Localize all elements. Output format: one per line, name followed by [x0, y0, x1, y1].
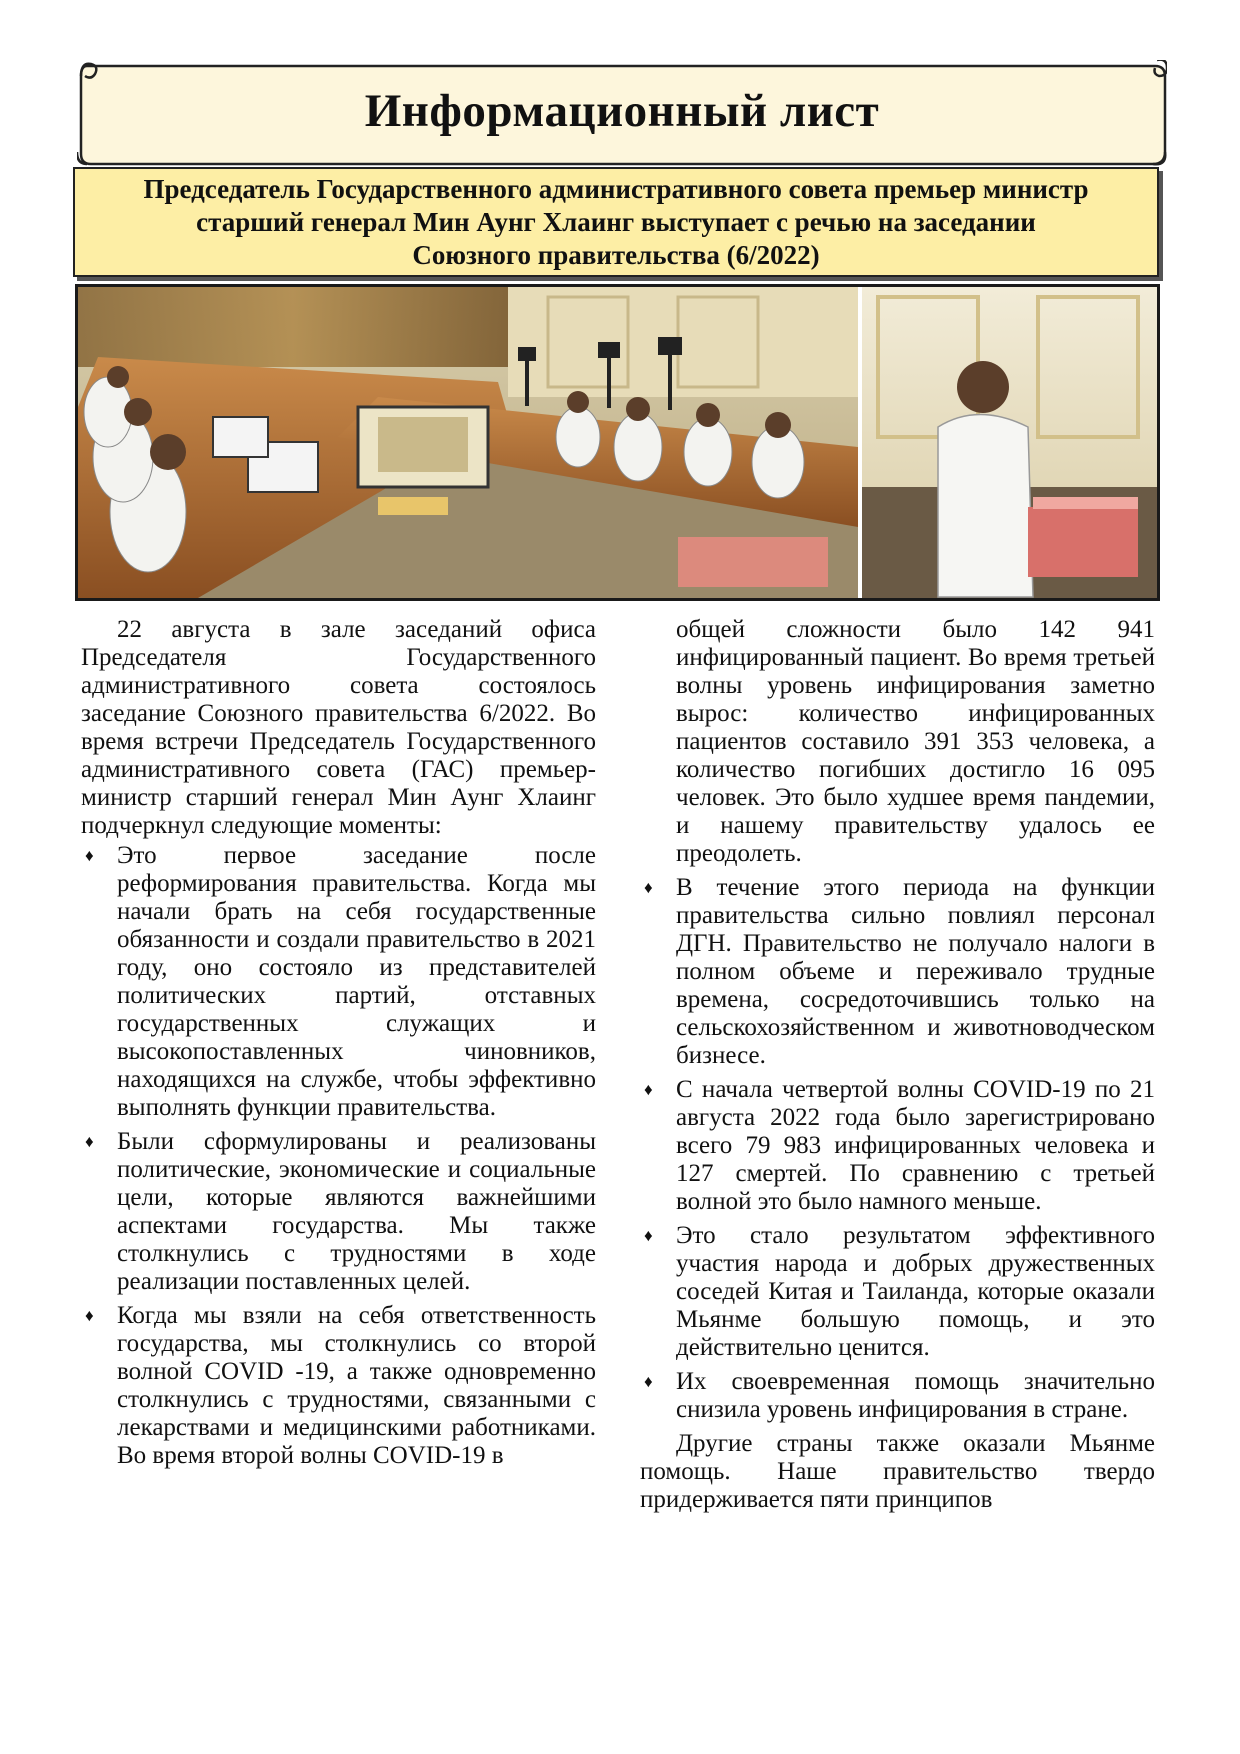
list-item	[81, 842, 596, 1122]
list-item	[640, 874, 1155, 1070]
intro-paragraph: 22 августа в зале заседаний офиса Председателя Государственного административного совета состоялось заседание Союзного правительства 6/2022. Во время встречи Председатель Государственного административного совета (ГАС) премьер-министр старший генерал Мин Аунг Хлаинг подчеркнул следующие моменты:	[81, 616, 596, 839]
list-item-text: Когда мы взяли на себя ответственность государства, мы столкнулись со второй волной COVID -19, а также одновременно столкнулись с трудностями, связанными с лекарствами и медицинскими работниками. Во время второй волны COVID-19 в	[117, 1302, 596, 1469]
diamond-bullet-icon: ♦	[85, 1306, 94, 1325]
list-item-text: С начала четвертой волны COVID-19 по 21 августа 2022 года было зарегистрировано всего 79 983 инфицированных человека и 127 смертей. По сравнению с третьей волной это было намного меньше.	[676, 1076, 1155, 1215]
list-item-text: Это стало результатом эффективного участия народа и добрых дружественных соседей Китая и Таиланда, которые оказали Мьянме большую помощь, и это действительно ценится.	[676, 1222, 1155, 1361]
list-item-continuation	[640, 616, 1155, 868]
diamond-bullet-icon: ♦	[644, 1080, 653, 1099]
closing-paragraph: Другие страны также оказали Мьянме помощь. Наше правительство твердо придерживается пяти принципов	[640, 1430, 1155, 1513]
meeting-photo-icon	[78, 287, 1157, 598]
list-item	[640, 1222, 1155, 1362]
diamond-bullet-icon: ♦	[85, 846, 94, 865]
list-item-text: Были сформулированы и реализованы политические, экономические и социальные цели, которые являются важнейшими аспектами государства. Мы также столкнулись с трудностями в ходе реализации поставленных целей.	[117, 1128, 596, 1295]
list-item	[640, 1076, 1155, 1216]
left-column	[81, 616, 596, 1476]
list-item	[81, 1302, 596, 1470]
list-item-text: Их своевременная помощь значительно снизила уровень инфицирования в стране.	[676, 1368, 1155, 1423]
title-banner	[77, 60, 1167, 174]
meeting-photo	[75, 284, 1160, 601]
page-title: Информационный лист	[364, 85, 880, 137]
diamond-bullet-icon: ♦	[644, 878, 653, 897]
list-item-text: В течение этого периода на функции правительства сильно повлиял персонал ДГН. Правительство не получало налоги в полном объеме и переживало трудные времена, сосредоточившись только на сельскохозяйственном и животноводческом бизнесе.	[676, 874, 1155, 1069]
list-item-text: общей сложности было 142 941 инфицированный пациент. Во время третьей волны уровень инфицирования заметно вырос: количество инфицированных пациентов составило 391 353 человека, а количество погибших достигло 16 095 человек. Это было худшее время пандемии, и нашему правительству удалось ее преодолеть.	[676, 616, 1155, 867]
diamond-bullet-icon: ♦	[644, 1372, 653, 1391]
headline-text: Председатель Государственного административного совета премьер министр старший генерал Мин Аунг Хлаинг выступает с речью на заседании Союзного правительства (6/2022)	[143, 173, 1089, 270]
diamond-bullet-icon: ♦	[85, 1132, 94, 1151]
headline-box	[73, 167, 1159, 277]
list-item	[640, 1368, 1155, 1424]
list-item-text: Это первое заседание после реформирования правительства. Когда мы начали брать на себя государственные обязанности и создали правительство в 2021 году, оно состояло из представителей политических партий, отставных государственных служащих и высокопоставленных чиновников, находящихся на службе, чтобы эффективно выполнять функции правительства.	[117, 842, 596, 1121]
right-column	[640, 616, 1155, 1516]
list-item	[81, 1128, 596, 1296]
diamond-bullet-icon: ♦	[644, 1226, 653, 1245]
